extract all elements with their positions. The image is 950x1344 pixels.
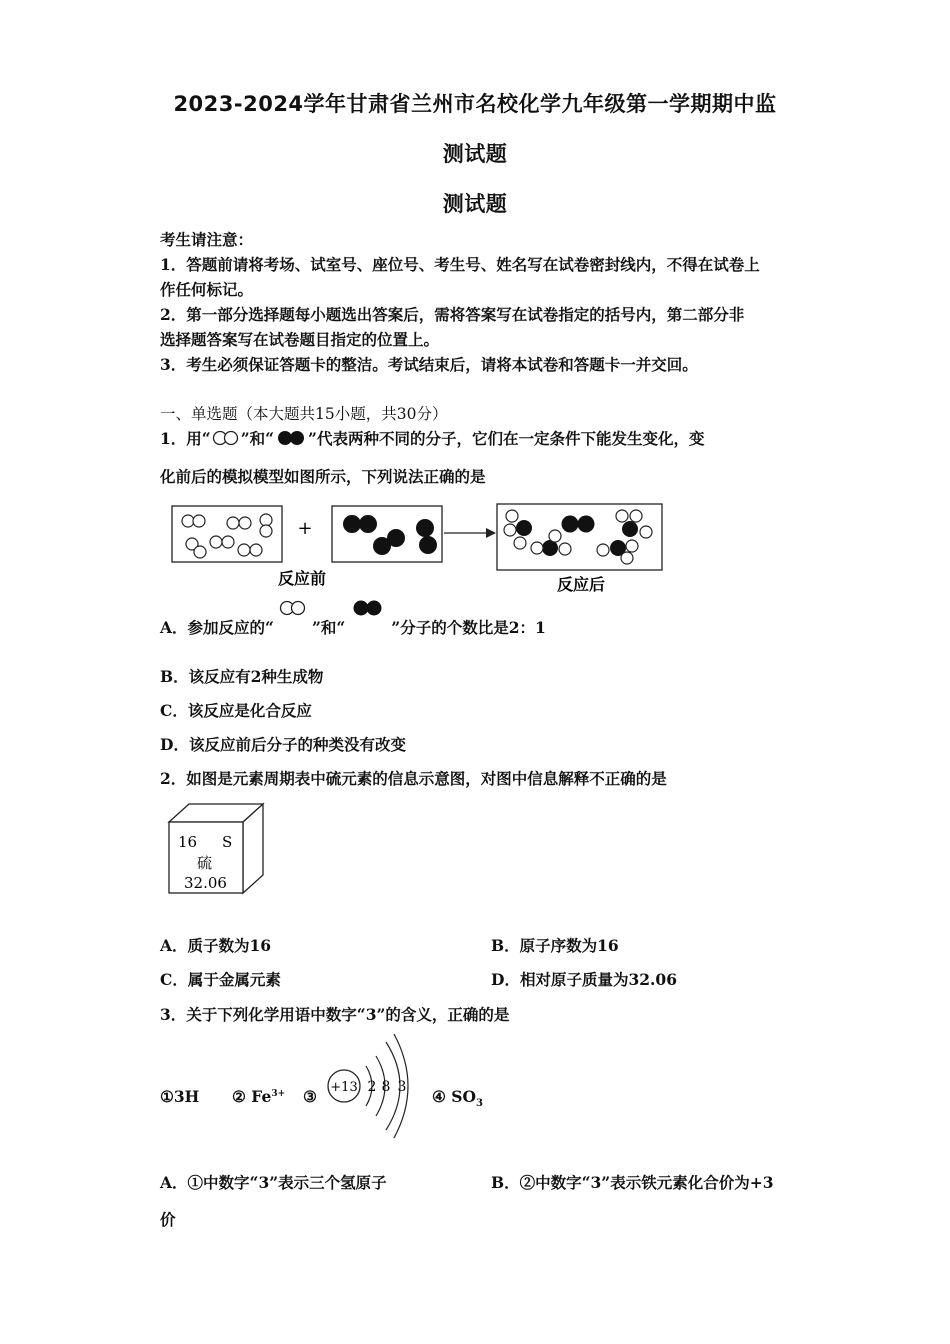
label-before: 反应前 [277, 569, 327, 588]
q3-item4-sub: 3 [476, 1098, 483, 1110]
label-after: 反应后 [556, 575, 606, 594]
q3-item2-sup: 3+ [271, 1088, 286, 1099]
white-molecule-icon [211, 429, 241, 447]
shell1-electrons: 2 [367, 1079, 377, 1095]
q3-item2-label: ② Fe [232, 1087, 272, 1106]
q3-item2 [232, 1087, 285, 1106]
black-molecule-icon [274, 429, 308, 447]
element-symbol: S [222, 833, 233, 851]
q2-option-a[interactable]: A．质子数为16 [160, 936, 272, 955]
q2-stem: 2．如图是元素周期表中硫元素的信息示意图，对图中信息解释不正确的是 [160, 769, 667, 788]
sulfur-element-cell [166, 800, 270, 898]
exam-title-line2: 测试题 [442, 142, 508, 166]
q3-option-b-continued: 价 [160, 1210, 176, 1229]
element-name: 硫 [197, 854, 213, 872]
q1-stem-part-c: ”代表两种不同的分子，它们在一定条件下能发生变化，变 [308, 429, 705, 448]
notice-item1-line2: 作任何标记。 [160, 280, 254, 299]
q3-stem: 3．关于下列化学用语中数字“3”的含义，正确的是 [160, 1005, 510, 1024]
q2-option-d[interactable]: D．相对原子质量为32.06 [491, 970, 677, 989]
q1-stem-line1 [160, 427, 704, 449]
q3-item1: ①3H [160, 1087, 200, 1106]
section1-heading: 一、单选题（本大题共15小题，共30分） [160, 405, 448, 423]
q1-stem-part-a: 1．用“ [160, 429, 211, 448]
q3-item4-label: ④ SO [432, 1087, 476, 1106]
aluminum-atom-diagram [322, 1030, 417, 1142]
q1-option-a-part1: A．参加反应的“ [160, 618, 274, 637]
q3-option-b[interactable]: B．②中数字“3”表示铁元素化合价为+3 [491, 1173, 774, 1192]
q2-option-b[interactable]: B．原子序数为16 [491, 936, 619, 955]
black-molecule-icon [345, 598, 391, 634]
shell2-electrons: 8 [381, 1079, 391, 1095]
notice-item1-line1: 1．答题前请将考场、试室号、座位号、考生号、姓名写在试卷密封线内，不得在试卷上 [160, 255, 760, 274]
q3-item4 [432, 1087, 483, 1109]
white-molecule-icon [274, 598, 312, 634]
q1-option-d[interactable]: D．该反应前后分子的种类没有改变 [160, 735, 406, 754]
element-mass: 32.06 [184, 874, 227, 892]
q1-stem-line2: 化前后的模拟模型如图所示，下列说法正确的是 [160, 467, 486, 486]
q1-option-a-part3: ”分子的个数比是2：1 [391, 618, 546, 637]
q1-option-b[interactable]: B．该反应有2种生成物 [160, 667, 324, 686]
reaction-arrow-head [486, 528, 496, 538]
exam-title-line3: 测试题 [442, 192, 508, 216]
q1-option-a-part2: ”和“ [311, 618, 346, 637]
q3-option-a[interactable]: A．①中数字“3”表示三个氢原子 [160, 1173, 387, 1192]
q1-reaction-diagram [160, 498, 680, 598]
shell3-electrons: 3 [397, 1079, 407, 1095]
notice-item2-line1: 2．第一部分选择题每小题选出答案后，需将答案写在试卷指定的括号内，第二部分非 [160, 305, 745, 324]
q3-item3-label: ③ [303, 1087, 317, 1106]
q2-option-c[interactable]: C．属于金属元素 [160, 970, 281, 989]
exam-title-line1: 2023-2024学年甘肃省兰州市名校化学九年级第一学期期中监 [173, 92, 777, 116]
nucleus-charge: +13 [330, 1080, 358, 1095]
q1-stem-part-b: ”和“ [240, 429, 275, 448]
q1-option-a[interactable] [160, 602, 546, 638]
element-number: 16 [178, 833, 198, 851]
notice-item3: 3．考生必须保证答题卡的整洁。考试结束后，请将本试卷和答题卡一并交回。 [160, 355, 698, 374]
notice-heading: 考生请注意： [160, 230, 254, 249]
plus-sign: + [297, 518, 313, 539]
notice-item2-line2: 选择题答案写在试卷题目指定的位置上。 [160, 330, 440, 349]
q1-option-c[interactable]: C．该反应是化合反应 [160, 701, 312, 720]
